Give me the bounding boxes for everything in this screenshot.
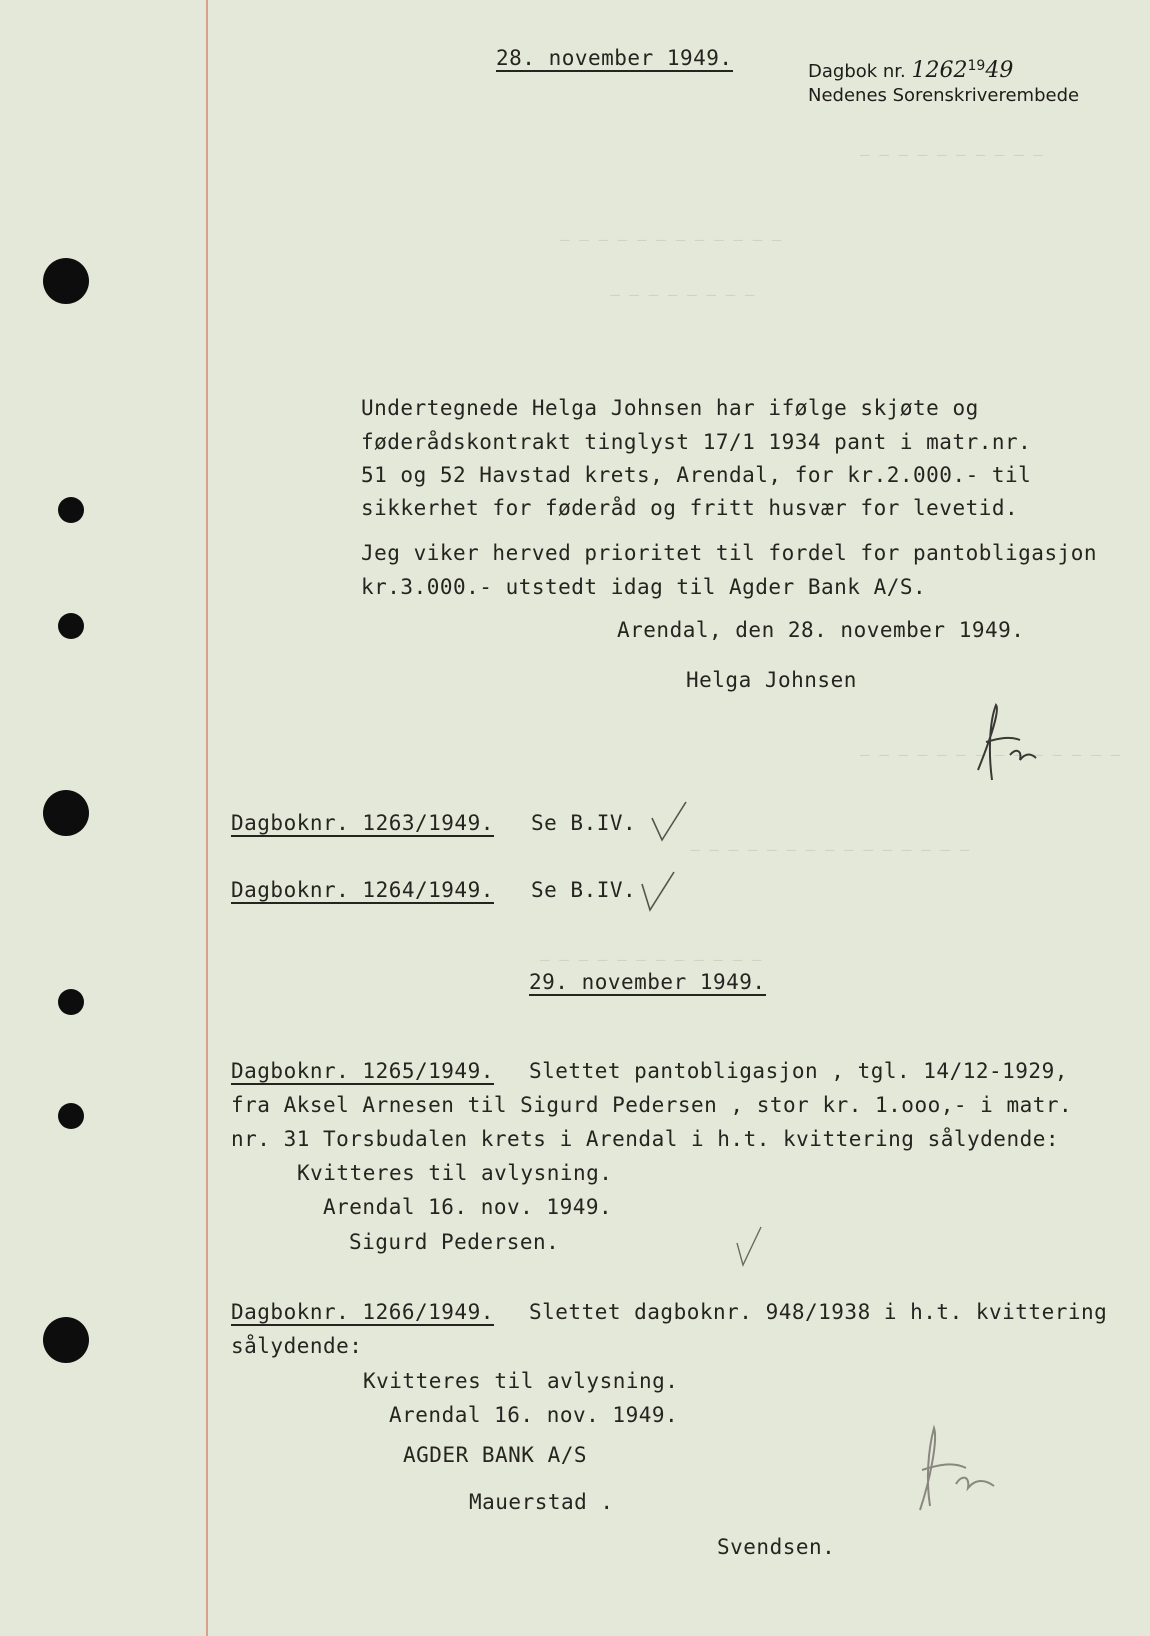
check-mark: [640, 870, 680, 920]
punch-hole: [58, 1103, 84, 1129]
entry-1265-line: Arendal 16. nov. 1949.: [323, 1195, 613, 1219]
entry-1262-line: Jeg viker herved prioritet til fordel for pantobligasjon: [361, 541, 1098, 565]
punch-hole: [43, 1317, 89, 1363]
bleed-through: — — — — — — — — — — — — — — —: [690, 840, 970, 859]
entry-1266-first-line: Slettet dagboknr. 948/1938 i h.t. kvittering: [529, 1300, 1108, 1324]
punch-hole: [58, 989, 84, 1015]
entry-1264-ref: Dagboknr. 1264/1949.: [231, 878, 494, 902]
entry-1265-line: Sigurd Pedersen.: [349, 1230, 560, 1254]
bleed-through: — — — — — — — — — — — —: [540, 950, 762, 969]
entry-1266-line: AGDER BANK A/S: [403, 1443, 588, 1467]
stamp-prefix: Dagbok nr.: [808, 61, 906, 82]
stamp-number: 1262: [911, 58, 968, 83]
entry-1263-note: Se B.IV.: [531, 811, 637, 835]
entry-1263-ref: Dagboknr. 1263/1949.: [231, 811, 494, 835]
check-mark: [735, 1225, 765, 1275]
second-date: 29. november 1949.: [529, 970, 766, 994]
handwritten-initials: [910, 1420, 1010, 1520]
stamp-office: Nedenes Sorenskriverembede: [808, 85, 1080, 106]
entry-1265-first-line: Slettet pantobligasjon , tgl. 14/12-1929,: [529, 1059, 1068, 1083]
entry-1262-place-date: Arendal, den 28. november 1949.: [617, 618, 1025, 642]
handwritten-initials: [970, 700, 1040, 790]
stamp-year-suffix: 49: [985, 58, 1014, 83]
punch-hole: [43, 790, 89, 836]
bleed-through: — — — — — — — — — — — — — —: [860, 745, 1121, 764]
punch-hole: [43, 258, 89, 304]
margin-rule: [206, 0, 208, 1636]
entry-1266-line: sålydende:: [231, 1334, 363, 1358]
entry-1262-line: kr.3.000.- utstedt idag til Agder Bank A/S.: [361, 575, 927, 599]
entry-1266-ref: Dagboknr. 1266/1949.: [231, 1300, 494, 1324]
entry-1266-line: Svendsen.: [717, 1535, 836, 1559]
bleed-through: — — — — — — — — — —: [860, 145, 1044, 164]
stamp-year-prefix: 19: [967, 58, 986, 74]
check-mark: [650, 798, 690, 848]
entry-1265-line: Kvitteres til avlysning.: [297, 1161, 613, 1185]
entry-1264-note: Se B.IV.: [531, 878, 637, 902]
journal-stamp: [808, 58, 1013, 83]
entry-1265-line: fra Aksel Arnesen til Sigurd Pedersen , stor kr. 1.ooo,- i matr.: [231, 1093, 1073, 1117]
entry-1265-ref: Dagboknr. 1265/1949.: [231, 1059, 494, 1083]
entry-1266-line: Arendal 16. nov. 1949.: [389, 1403, 679, 1427]
punch-hole: [58, 613, 84, 639]
entry-1262-line: føderådskontrakt tinglyst 17/1 1934 pant i matr.nr.: [361, 430, 1032, 454]
bleed-through: — — — — — — — —: [610, 285, 755, 304]
entry-1266-line: Kvitteres til avlysning.: [363, 1369, 679, 1393]
bleed-through: — — — — — — — — — — — —: [560, 230, 782, 249]
entry-1262-signature: Helga Johnsen: [686, 668, 857, 692]
entry-1266-line: Mauerstad .: [469, 1490, 614, 1514]
punch-hole: [58, 497, 84, 523]
entry-1262-line: sikkerhet for føderåd og fritt husvær for levetid.: [361, 496, 1019, 520]
entry-1262-line: Undertegnede Helga Johnsen har ifølge skjøte og: [361, 396, 979, 420]
entry-1262-line: 51 og 52 Havstad krets, Arendal, for kr.2.000.- til: [361, 463, 1032, 487]
entry-1265-line: nr. 31 Torsbudalen krets i Arendal i h.t. kvittering sålydende:: [231, 1127, 1060, 1151]
page-date: 28. november 1949.: [496, 46, 733, 70]
